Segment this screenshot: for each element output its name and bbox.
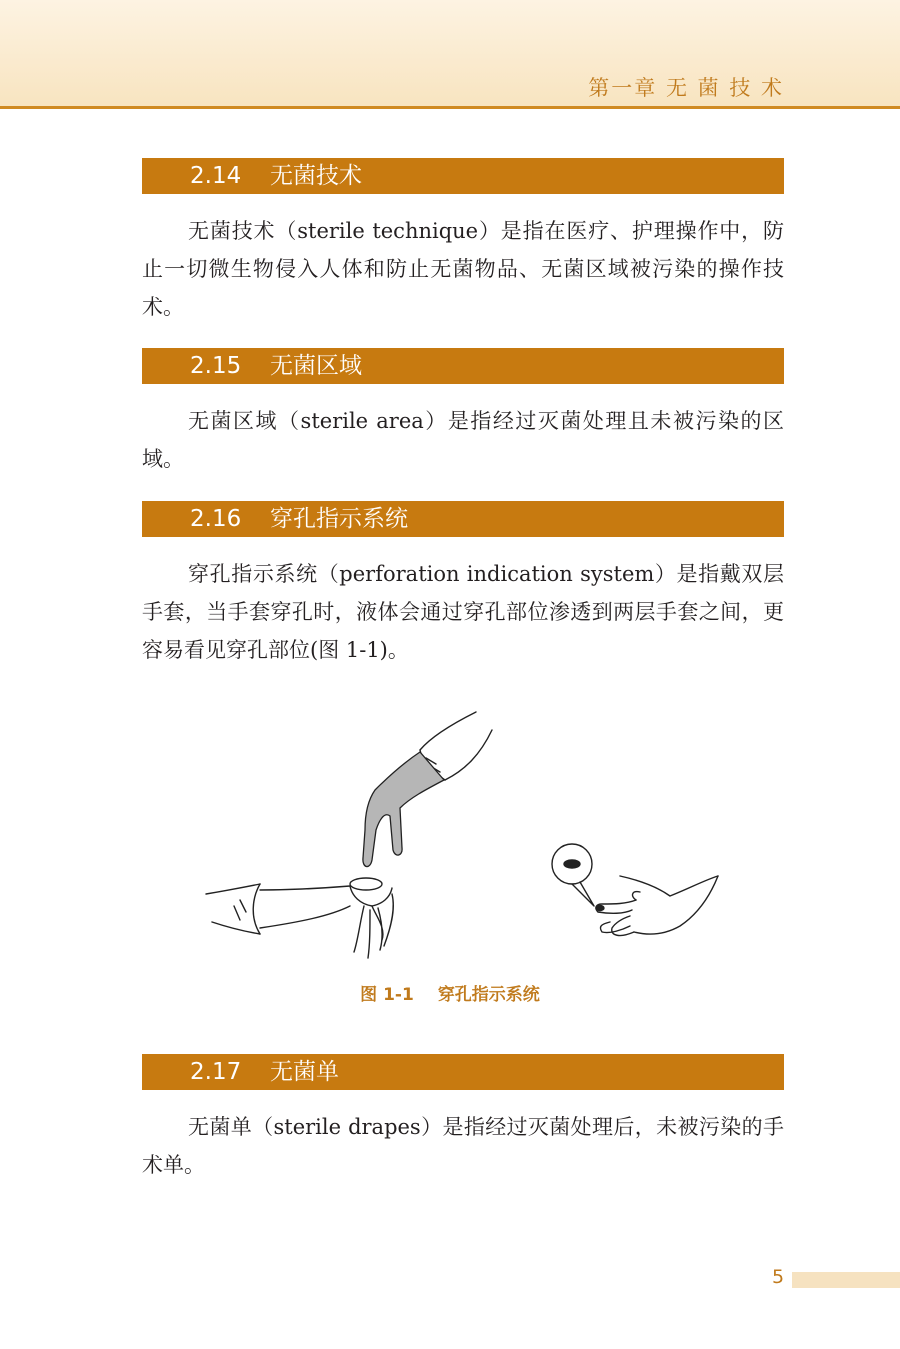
figure-caption [0, 980, 900, 1005]
header-rule [0, 106, 900, 109]
chapter-title: 第一章 无 菌 技 术 [588, 76, 784, 100]
section-number: 2.14 [190, 163, 242, 189]
section-body-2-16: 穿孔指示系统（perforation indication system）是指戴双层手套，当手套穿孔时，液体会通过穿孔部位渗透到两层手套之间，更容易看见穿孔部位(图 1-1)。 [142, 562, 784, 662]
section-body-2-15: 无菌区域（sterile area）是指经过灭菌处理且未被污染的区域。 [142, 409, 784, 471]
grey-outer-glove [363, 752, 444, 867]
section-number: 2.15 [190, 353, 242, 379]
section-heading-2-15 [142, 348, 784, 384]
section-heading-2-17 [142, 1054, 784, 1090]
glove-illustration [200, 700, 740, 970]
page-number: 5 [772, 1266, 785, 1288]
figure-caption-text: 穿孔指示系统 [437, 985, 540, 1005]
section-title: 无菌单 [270, 1059, 339, 1085]
section-title: 无菌区域 [270, 353, 362, 379]
section-heading-2-16 [142, 501, 784, 537]
section-number: 2.16 [190, 506, 242, 532]
section-body-2-17: 无菌单（sterile drapes）是指经过灭菌处理后，未被污染的手术单。 [142, 1115, 784, 1177]
section-body-2-14: 无菌技术（sterile technique）是指在医疗、护理操作中，防止一切微生物侵入人体和防止无菌物品、无菌区域被污染的操作技术。 [142, 219, 784, 319]
section-number: 2.17 [190, 1059, 242, 1085]
section-heading-2-14 [142, 158, 784, 194]
section-title: 穿孔指示系统 [270, 506, 408, 532]
section-title: 无菌技术 [270, 163, 362, 189]
figure-label: 图 1-1 [360, 985, 414, 1005]
footer-band [792, 1272, 900, 1288]
